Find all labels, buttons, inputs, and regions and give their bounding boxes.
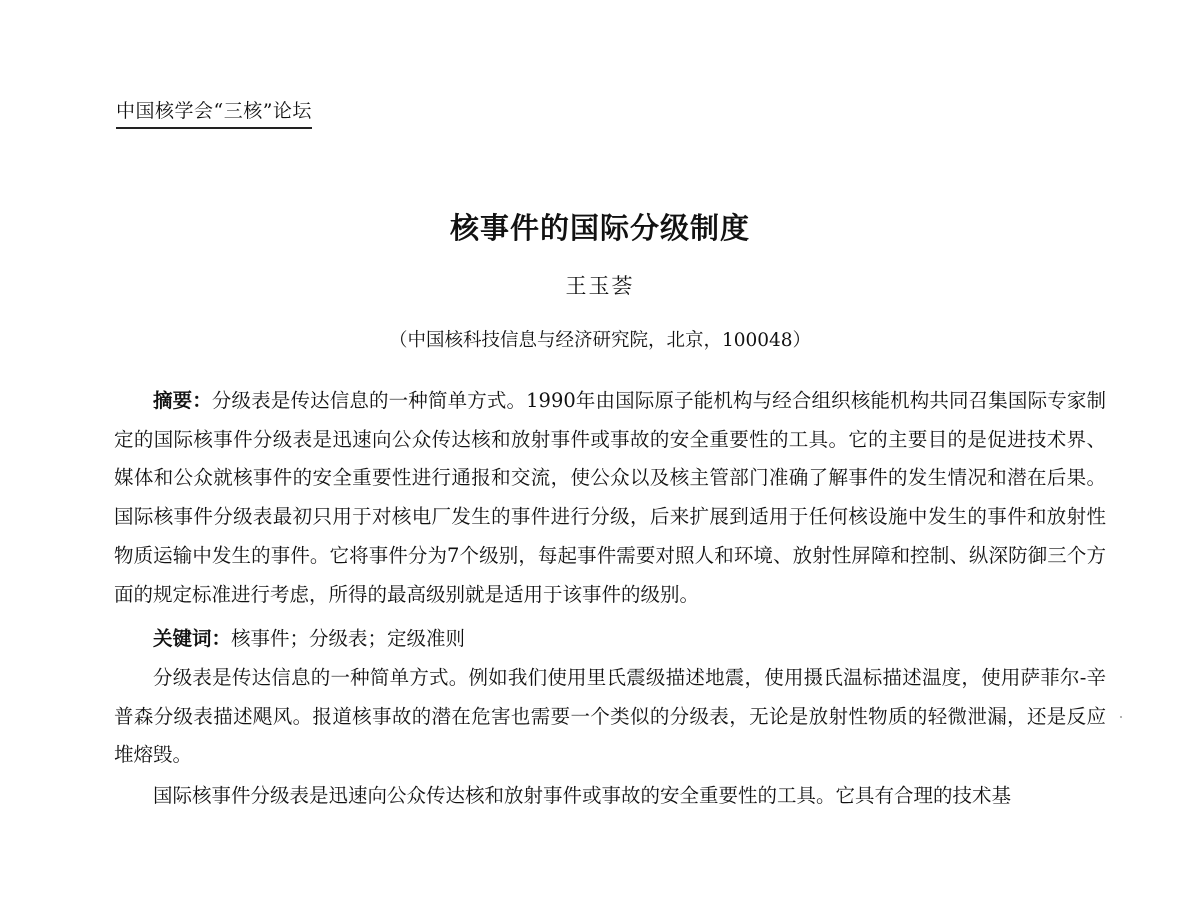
- abstract-label: 摘要：: [153, 389, 212, 412]
- article-title: 核事件的国际分级制度: [449, 211, 750, 245]
- keywords-paragraph: [114, 620, 1106, 659]
- abstract-paragraph: [114, 382, 1106, 614]
- body-paragraph-2: 国际核事件分级表是迅速向公众传达核和放射事件或事故的安全重要性的工具。它具有合理的技术基: [153, 784, 1012, 808]
- abstract-text: 分级表是传达信息的一种简单方式。1990年由国际原子能机构与经合组织核能机构共同召集国际专家制定的国际核事件分级表是迅速向公众传达核和放射事件或事故的安全重要性的工具。它的主要目的是促进技术界、媒体和公众就核事件的安全重要性进行通报和交流，使公众以及核主管部门准确了解事件的发生情况和潜在后果。国际核事件分级表最初只用于对核电厂发生的事件进行分级，后来扩展到适用于任何核设施中发生的事件和放射性物质运输中发生的事件。它将事件分为7个级别，每起事件需要对照人和环境、放射性屏障和控制、纵深防御三个方面的规定标准进行考虑，所得的最高级别就是适用于该事件的级别。: [114, 389, 1106, 606]
- keywords-text: 核事件；分级表；定级准则: [231, 627, 466, 651]
- author-name: 王玉荟: [565, 274, 635, 298]
- article-body: [114, 382, 1106, 816]
- body-paragraph-1: 分级表是传达信息的一种简单方式。例如我们使用里氏震级描述地震，使用摄氏温标描述温度，使用萨菲尔-辛普森分级表描述飓风。报道核事故的潜在危害也需要一个类似的分级表，无论是放射性物质的轻微泄漏，还是反应堆熔毁。: [114, 665, 1106, 767]
- running-header: 中国核学会“三核”论坛: [116, 96, 312, 129]
- keywords-label: 关键词：: [153, 627, 232, 651]
- scan-speck: [1120, 716, 1122, 718]
- author-affiliation: （中国核科技信息与经济研究院，北京，100048）: [388, 330, 812, 351]
